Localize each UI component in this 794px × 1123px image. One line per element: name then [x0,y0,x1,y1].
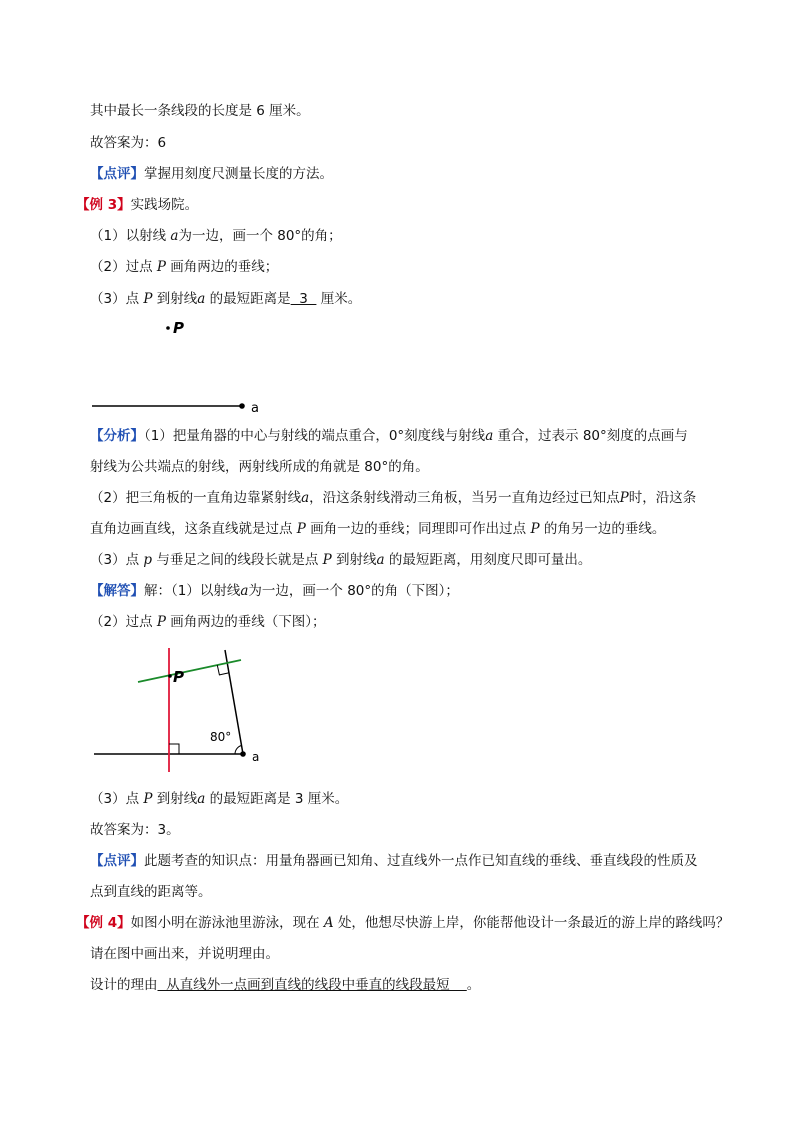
symbol-P: P [143,791,153,807]
reason-answer-blank: 从直线外一点画到直线的线段中垂直的线段最短 [157,977,467,993]
symbol-a: a [197,291,206,307]
point-P-dot [168,674,172,678]
symbol-a: a [170,228,179,244]
symbol-P: P [619,490,629,506]
question-2 [90,257,278,277]
q3-text-d: 厘米。 [320,291,362,307]
example-4-line-3 [90,975,480,995]
analysis-line-2: 射线为公共端点的射线，两射线所成的角就是 80°的角。 [90,459,429,475]
comment-line-2: 点到直线的距离等。 [90,884,212,900]
symbol-a: a [197,791,206,807]
symbol-a: a [485,428,494,444]
point-P-label: P [173,668,184,686]
ray-label: a [251,401,259,416]
solution-line-4: 故答案为：3。 [90,822,180,838]
analysis-text-c: 时，沿这条 [628,490,697,506]
analysis-tag: 【分析】 [90,428,144,444]
q1-text: （1）以射线 [90,228,167,244]
right-angle-mark-bottom [169,744,179,754]
analysis-text-d: 的最短距离，用刻度尺即可量出。 [388,552,592,568]
analysis-text-b: 与垂足之间的线段长就是点 [156,552,319,568]
symbol-a: a [301,490,310,506]
q1-text-b: 为一边，画一个 80°的角； [178,228,342,244]
comment-tag: 【点评】 [90,853,144,869]
q2-text-b: 画角两边的垂线； [170,259,279,275]
solution-text-c: 的最短距离是 3 厘米。 [209,791,349,807]
angle-label: 80° [210,730,232,744]
text-line [90,164,333,184]
symbol-a: a [240,583,249,599]
symbol-P: P [143,291,153,307]
analysis-text-b: 画角一边的垂线；同理即可作出过点 [310,521,527,537]
solution-tag: 【解答】 [90,583,144,599]
symbol-p: p [143,552,153,568]
comment-tag: 【点评】 [90,166,144,182]
reason-end: 。 [466,977,481,993]
symbol-P: P [156,614,166,630]
solution-text-b: 画角两边的垂线（下图）； [170,614,326,630]
solution-line-1 [90,581,459,601]
reason-label: 设计的理由 [90,977,158,993]
symbol-a: a [376,552,385,568]
text-line: 其中最长一条线段的长度是 6 厘米。 [90,103,310,119]
text-line: 故答案为：6 [90,135,167,151]
symbol-P: P [530,521,540,537]
angle-arc [235,746,241,755]
comment-text: 掌握用刻度尺测量长度的方法。 [144,166,333,182]
analysis-text-c: 的角另一边的垂线。 [543,521,666,537]
example-4-heading [76,913,729,933]
q3-text: （3）点 [90,291,140,307]
point-label: P [173,319,184,337]
analysis-text-b: 重合，过表示 80°刻度的点画与 [497,428,688,444]
symbol-P: P [296,521,306,537]
solution-line-3 [90,789,348,809]
analysis-line-3 [90,488,696,508]
example-3-heading [76,195,198,215]
figure-ray-and-point [85,315,285,420]
q2-text: （2）过点 [90,259,153,275]
symbol-A: A [323,915,334,931]
comment-line-1 [90,851,698,871]
solution-text: （2）过点 [90,614,153,630]
solution-text-b: 到射线 [156,791,198,807]
analysis-text: （2）把三角板的一直角边靠紧射线 [90,490,302,506]
example-title: 实践场院。 [130,197,199,213]
solution-text: （3）点 [90,791,140,807]
example-tag: 【例 4】 [76,915,131,931]
q3-text-b: 到射线 [156,291,198,307]
point-dot [166,326,170,330]
solution-text: 解：（1）以射线 [144,583,241,599]
vertex-point [240,751,246,757]
analysis-line-5 [90,550,591,570]
symbol-P: P [322,552,332,568]
ray-endpoint [239,403,245,409]
analysis-text-b: ，沿这条射线滑动三角板，当另一直角边经过已知点 [309,490,620,506]
analysis-text: （3）点 [90,552,140,568]
comment-text: 此题考查的知识点：用量角器画已知角、过直线外一点作已知直线的垂线、垂直线段的性质及 [144,853,698,869]
perpendicular-green-line [138,660,241,682]
example-tag: 【例 3】 [76,197,131,213]
solution-text-b: 为一边，画一个 80°的角（下图）； [248,583,459,599]
example-4-line-2: 请在图中画出来，并说明理由。 [90,946,279,962]
ray-label: a [252,750,260,764]
analysis-text: （1）把量角器的中心与射线的端点重合，0°刻度线与射线 [144,428,486,444]
question-3 [90,289,361,309]
q3-answer-blank: 3 [290,291,317,307]
example-text-b: 处，他想尽快游上岸，你能帮他设计一条最近的游上岸的路线吗？ [337,915,730,931]
analysis-line-1 [90,426,688,446]
analysis-line-4 [90,519,665,539]
analysis-text: 直角边画直线，这条直线就是过点 [90,521,293,537]
solution-line-2 [90,612,326,632]
analysis-text-c: 到射线 [336,552,377,568]
symbol-P: P [156,259,166,275]
question-1 [90,226,342,246]
q3-text-c: 的最短距离是 [209,291,291,307]
example-text: 如图小明在游泳池里游泳，现在 [130,915,320,931]
figure-angle-with-perpendiculars [88,640,288,778]
